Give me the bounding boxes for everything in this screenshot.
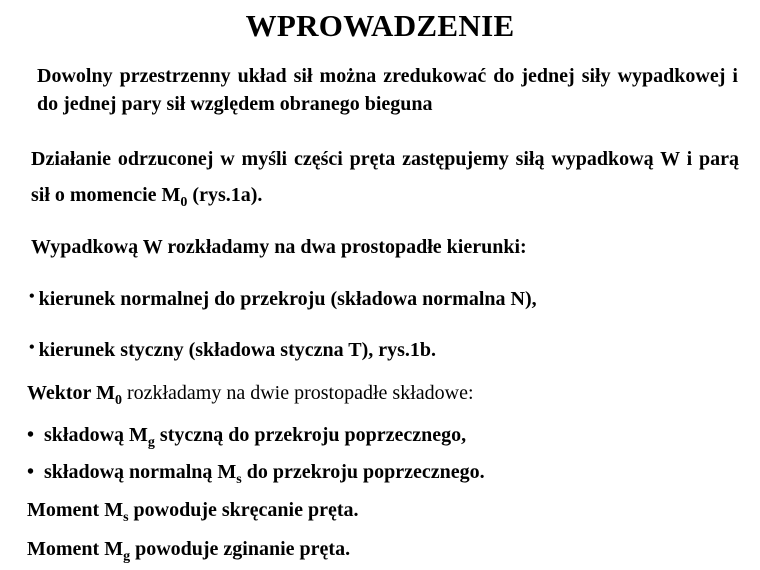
- paragraph-replacement: [31, 141, 739, 221]
- moment-torsion: [27, 499, 359, 526]
- bullet-icon: •: [27, 461, 35, 483]
- component-tangent: [27, 424, 466, 451]
- component-text: składową M: [44, 424, 148, 446]
- vector-prefix: Wektor M: [27, 382, 115, 404]
- bullet-text: kierunek normalnej do przekroju (składowa normalna N),: [38, 288, 537, 310]
- moment-text: Moment M: [27, 538, 124, 560]
- paragraph-replacement-tail: (rys.1a).: [187, 184, 263, 206]
- component-text: składową normalną M: [44, 461, 237, 483]
- bullet-text: kierunek styczny (składowa styczna T), rys.1b.: [38, 339, 437, 361]
- moment-text: Moment M: [27, 499, 124, 521]
- paragraph-replacement-text: Działanie odrzuconej w myśli części pręta zastępujemy siłą wypadkową W i parą sił o momencie M: [31, 148, 739, 206]
- subscript: s: [236, 472, 242, 487]
- moment-text-tail: powoduje zginanie pręta.: [130, 538, 351, 560]
- bullet-icon: •: [29, 339, 35, 356]
- subscript: 0: [180, 195, 188, 210]
- paragraph-decomposition: Wypadkową W rozkładamy na dwa prostopadłe kierunki:: [31, 236, 527, 258]
- bullet-tangent-direction: [29, 339, 436, 362]
- bullet-normal-direction: [29, 288, 537, 311]
- bullet-icon: •: [27, 424, 35, 446]
- subscript: s: [123, 510, 129, 525]
- component-text-tail: styczną do przekroju poprzecznego,: [154, 424, 467, 446]
- intro-paragraph: Dowolny przestrzenny układ sił można zredukować do jednej siły wypadkowej i do jednej pary sił względem obranego bieguna: [37, 65, 738, 115]
- subscript: g: [123, 549, 131, 564]
- moment-text-tail: powoduje skręcanie pręta.: [128, 499, 359, 521]
- subscript: g: [147, 435, 155, 450]
- page-title: WPROWADZENIE: [245, 8, 515, 43]
- moment-bending: [27, 538, 350, 565]
- component-normal: [27, 461, 485, 488]
- component-text-tail: do przekroju poprzecznego.: [241, 461, 485, 483]
- vector-rest: rozkładamy na dwie prostopadłe składowe:: [121, 382, 474, 404]
- vector-decomposition-line: [27, 382, 474, 409]
- bullet-icon: •: [29, 288, 35, 305]
- subscript: 0: [114, 393, 122, 408]
